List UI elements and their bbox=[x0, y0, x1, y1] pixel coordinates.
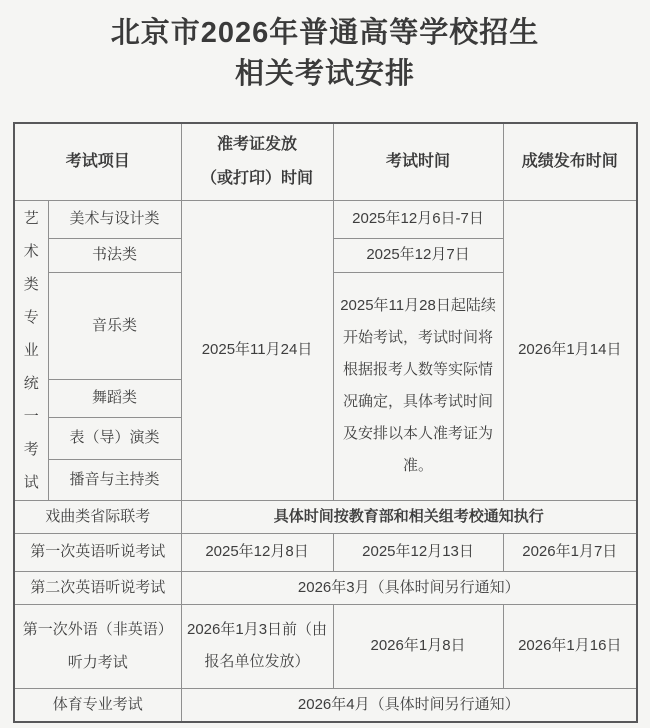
header-ticket-time-line1: 准考证发放 bbox=[217, 135, 298, 153]
row-english-second bbox=[14, 571, 637, 604]
cell-dance-label: 舞蹈类 bbox=[48, 379, 181, 417]
header-ticket-time bbox=[181, 123, 333, 200]
header-score-time: 成绩发布时间 bbox=[503, 123, 637, 200]
cell-calligraphy-exam-date: 2025年12月7日 bbox=[333, 238, 503, 272]
header-ticket-time-line2: （或打印）时间 bbox=[201, 169, 314, 187]
header-row bbox=[14, 123, 637, 200]
row-opera bbox=[14, 500, 637, 533]
cell-pe-note: 2026年4月（具体时间另行通知） bbox=[181, 688, 637, 722]
cell-art-exam-note: 2025年11月28日起陆续开始考试，考试时间将根据报考人数等实际情况确定，具体考试时间及安排以本人准考证为准。 bbox=[333, 272, 503, 500]
cell-opera-label: 戏曲类省际联考 bbox=[14, 500, 181, 533]
cell-performance-label: 表（导）演类 bbox=[48, 417, 181, 459]
cell-foreign-score-date: 2026年1月16日 bbox=[503, 604, 637, 688]
cell-art-ticket-date: 2025年11月24日 bbox=[181, 200, 333, 500]
cell-foreign-label bbox=[14, 604, 181, 688]
row-english-first bbox=[14, 533, 637, 571]
cell-art-score-date: 2026年1月14日 bbox=[503, 200, 637, 500]
exam-schedule-table bbox=[13, 122, 638, 723]
cell-foreign-label-line2: 听力考试 bbox=[67, 654, 128, 671]
cell-foreign-label-line1: 第一次外语（非英语） bbox=[22, 621, 173, 638]
cell-fine-arts-label: 美术与设计类 bbox=[48, 200, 181, 238]
cell-broadcasting-label: 播音与主持类 bbox=[48, 459, 181, 500]
row-foreign-listening bbox=[14, 604, 637, 688]
cell-english1-score-date: 2026年1月7日 bbox=[503, 533, 637, 571]
page-title-line1: 北京市2026年普通高等学校招生 bbox=[110, 17, 540, 49]
cell-opera-note: 具体时间按教育部和相关组考校通知执行 bbox=[181, 500, 637, 533]
cell-art-group-label bbox=[14, 200, 48, 500]
page-title-line2: 相关考试安排 bbox=[234, 58, 415, 90]
art-group-vertical-label: 艺术类专业统一考试 bbox=[23, 209, 39, 491]
row-fine-arts bbox=[14, 200, 637, 238]
cell-english1-label: 第一次英语听说考试 bbox=[14, 533, 181, 571]
page-title bbox=[0, 0, 650, 95]
cell-fine-arts-exam-date: 2025年12月6日-7日 bbox=[333, 200, 503, 238]
cell-foreign-exam-date: 2026年1月8日 bbox=[333, 604, 503, 688]
row-pe bbox=[14, 688, 637, 722]
cell-english1-ticket-date: 2025年12月8日 bbox=[181, 533, 333, 571]
header-exam-item: 考试项目 bbox=[14, 123, 181, 200]
cell-music-label: 音乐类 bbox=[48, 272, 181, 379]
cell-calligraphy-label: 书法类 bbox=[48, 238, 181, 272]
cell-english2-label: 第二次英语听说考试 bbox=[14, 571, 181, 604]
header-exam-time: 考试时间 bbox=[333, 123, 503, 200]
cell-english2-note: 2026年3月（具体时间另行通知） bbox=[181, 571, 637, 604]
cell-foreign-ticket-date: 2026年1月3日前（由报名单位发放） bbox=[181, 604, 333, 688]
cell-pe-label: 体育专业考试 bbox=[14, 688, 181, 722]
cell-english1-exam-date: 2025年12月13日 bbox=[333, 533, 503, 571]
